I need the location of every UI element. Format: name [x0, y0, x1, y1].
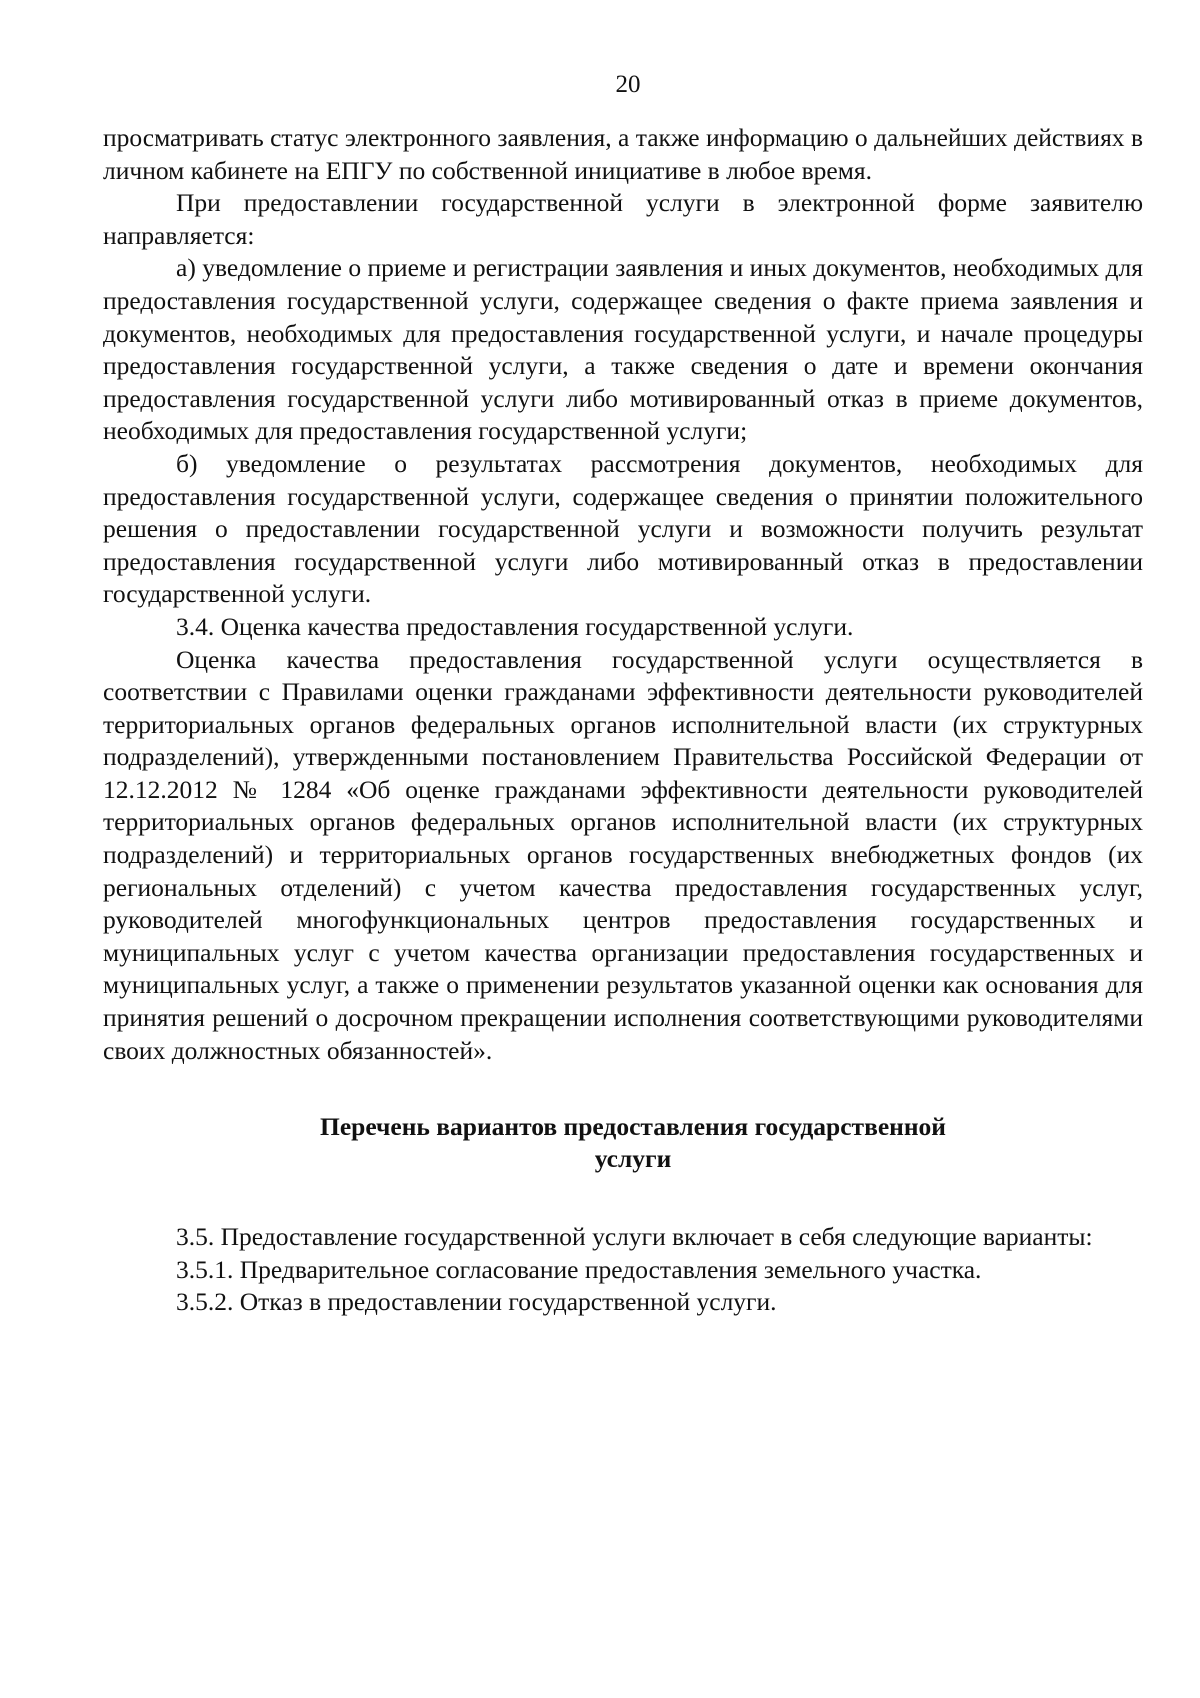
- section-heading-line-1: Перечень вариантов предоставления государственной: [320, 1112, 946, 1142]
- paragraph-section-3-4: 3.4. Оценка качества предоставления государственной услуги.: [176, 611, 854, 641]
- paragraph-section-3-5-2: 3.5.2. Отказ в предоставлении государственной услуги.: [176, 1287, 777, 1317]
- document-page: [103, 70, 1143, 1319]
- paragraph-section-3-5: 3.5. Предоставление государственной услуги включает в себя следующие варианты:: [176, 1222, 1093, 1252]
- page-number: 20: [615, 71, 641, 98]
- body-text-bottom: [103, 1221, 1143, 1319]
- paragraph-item-b: б) уведомление о результатах рассмотрения документов, необходимых для предоставления государственной услуги, содержащее сведения о принятии положительного решения о предоставлении государственной услуги и возможности получить результат предоставления государственной услуги либо мотивированный отказ в предоставлении государственной услуги.: [103, 448, 1143, 609]
- paragraph-electronic-notice: При предоставлении государственной услуги в электронной форме заявителю направляется:: [103, 188, 1143, 250]
- paragraph-item-a: а) уведомление о приеме и регистрации заявления и иных документов, необходимых для предоставления государственной услуги, содержащее сведения о факте приема заявления и документов, необходимых для предоставления государственной услуги, и начале процедуры предоставления государственной услуги, а также сведения о дате и времени окончания предоставления государственной услуги либо мотивированный отказ в приеме документов, необходимых для предоставления государственной услуги;: [103, 253, 1143, 446]
- section-heading-line-2: услуги: [594, 1144, 672, 1174]
- paragraph-status-continuation: просматривать статус электронного заявления, а также информацию о дальнейших действиях в личном кабинете на ЕПГУ по собственной инициативе в любое время.: [103, 123, 1143, 185]
- section-heading: [103, 1111, 1143, 1175]
- paragraph-quality-assessment: Оценка качества предоставления государственной услуги осуществляется в соответствии с Правилами оценки гражданами эффективности деятельности руководителей территориальных органов федеральных органов исполнительной власти (их структурных подразделений), утвержденными постановлением Правительства Российской Федерации от 12.12.2012 № 1284 «Об оценке гражданами эффективности деятельности руководителей территориальных органов федеральных органов исполнительной власти (их структурных подразделений) и территориальных органов государственных внебюджетных фондов (их региональных отделений) с учетом качества предоставления государственных услуг, руководителей многофункциональных центров предоставления государственных и муниципальных услуг с учетом качества организации предоставления государственных и муниципальных услуг, а также о применении результатов указанной оценки как основания для принятия решений о досрочном прекращении исполнения соответствующими руководителями своих должностных обязанностей».: [103, 644, 1143, 1065]
- body-text-top: [103, 122, 1143, 1067]
- paragraph-section-3-5-1: 3.5.1. Предварительное согласование предоставления земельного участка.: [176, 1254, 982, 1284]
